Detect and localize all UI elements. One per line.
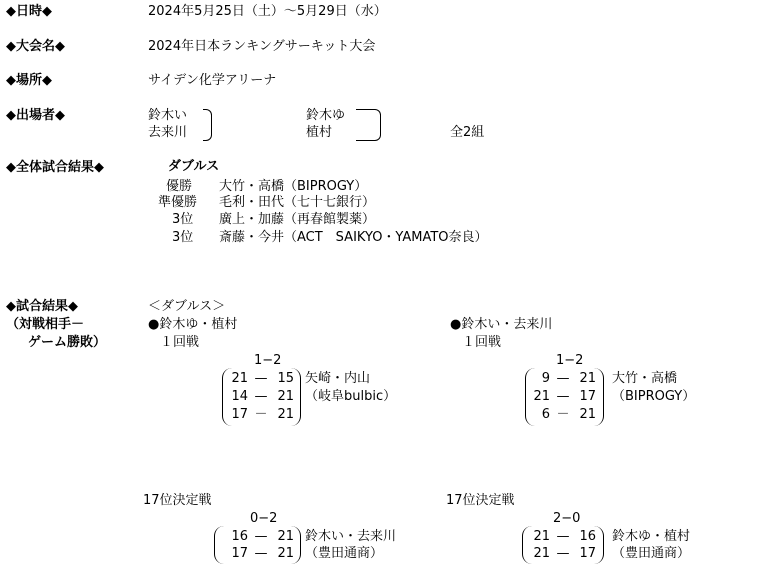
result-names: 廣上・加藤（再春館製薬） (219, 212, 376, 227)
result-names: 毛利・田代（七十七銀行） (219, 195, 376, 210)
game-score: 21 (579, 407, 596, 422)
pair-bracket (203, 109, 212, 141)
game-score: 21 (533, 546, 550, 561)
venue-label: ◆場所◆ (6, 73, 52, 88)
game-score: 9 (541, 371, 550, 386)
player-1b: 去来川 (148, 125, 188, 140)
game-score: 15 (277, 371, 294, 386)
match-round: １回戦 (462, 335, 502, 350)
match-results-label: ◆試合結果◆ (6, 299, 78, 314)
tournament-value: 2024年日本ランキングサーキット大会 (148, 39, 376, 54)
result-rank: 3位 (172, 212, 194, 227)
opponent-team: （豊田通商） (305, 546, 384, 561)
opponent-names: 大竹・高橋 (612, 371, 678, 386)
match-event: ＜ダブルス＞ (148, 299, 226, 314)
player-1a: 鈴木い (148, 108, 188, 123)
match-results-sublabel: （対戦相手－ (6, 317, 85, 332)
opponent-names: 矢崎・内山 (305, 371, 371, 386)
game-score: 21 (277, 389, 294, 404)
opponent-names: 鈴木い・去来川 (305, 529, 397, 544)
opponent-names: 鈴木ゆ・植村 (612, 529, 691, 544)
opponent-team: （BIPROGY） (612, 389, 696, 404)
match-round: 17位決定戦 (446, 493, 515, 508)
opponent-team: （岐阜bulbic） (305, 389, 397, 404)
game-score: 21 (579, 371, 596, 386)
game-score: 14 (231, 389, 248, 404)
result-names: 大竹・高橋（BIPROGY） (219, 179, 368, 194)
game-dash: — (254, 389, 268, 404)
players-label: ◆出場者◆ (6, 108, 65, 123)
game-score: 21 (533, 389, 550, 404)
result-rank: 優勝 (166, 179, 193, 194)
venue-value: サイデン化学アリーナ (148, 73, 277, 88)
game-score: 16 (231, 529, 248, 544)
game-dash: － (556, 407, 570, 422)
result-rank: 準優勝 (158, 195, 198, 210)
score-paren (214, 526, 224, 564)
date-value: 2024年5月25日（土）～5月29日（水） (148, 4, 387, 19)
game-dash: — (556, 371, 570, 386)
tournament-label: ◆大会名◆ (6, 39, 65, 54)
game-score: 21 (231, 371, 248, 386)
game-score: 21 (277, 407, 294, 422)
game-dash: — (556, 546, 570, 561)
pair-bracket (356, 109, 381, 141)
match-score: 1−2 (254, 353, 282, 368)
date-label: ◆日時◆ (6, 4, 52, 19)
opponent-team: （豊田通商） (612, 546, 691, 561)
game-dash: — (254, 546, 268, 561)
game-score: 21 (277, 546, 294, 561)
match-pair: ●鈴木い・去来川 (450, 317, 553, 332)
match-round: １回戦 (160, 335, 200, 350)
match-results-sublabel: ゲーム勝敗） (28, 335, 107, 350)
match-score: 2−0 (553, 511, 581, 526)
game-score: 17 (231, 407, 248, 422)
game-score: 6 (541, 407, 550, 422)
overall-label: ◆全体試合結果◆ (6, 160, 104, 175)
match-round: 17位決定戦 (143, 493, 212, 508)
result-names: 斎藤・今井（ACT SAIKYO・YAMATO奈良） (219, 230, 488, 245)
player-2a: 鈴木ゆ (306, 108, 346, 123)
game-dash: — (254, 529, 268, 544)
player-2b: 植村 (306, 125, 333, 140)
game-score: 21 (277, 529, 294, 544)
match-pair: ●鈴木ゆ・植村 (148, 317, 238, 332)
game-score: 21 (533, 529, 550, 544)
match-score: 0−2 (250, 511, 278, 526)
game-dash: — (556, 389, 570, 404)
game-dash: － (254, 407, 268, 422)
game-score: 17 (231, 546, 248, 561)
result-rank: 3位 (172, 230, 194, 245)
game-score: 17 (579, 546, 596, 561)
players-total: 全2組 (450, 125, 485, 140)
game-score: 17 (579, 389, 596, 404)
game-dash: — (254, 371, 268, 386)
overall-event: ダブルス (168, 159, 220, 174)
match-score: 1−2 (556, 353, 584, 368)
game-dash: — (556, 529, 570, 544)
game-score: 16 (579, 529, 596, 544)
